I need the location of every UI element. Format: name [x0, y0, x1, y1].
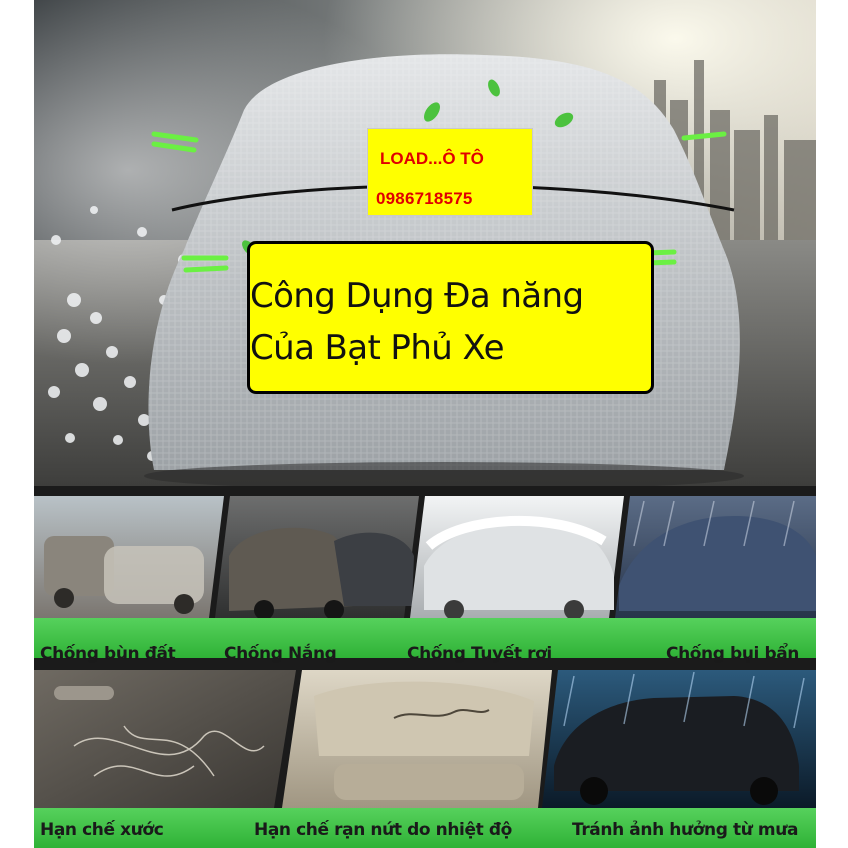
headline-line-2: Của Bạt Phủ Xe — [250, 328, 504, 368]
feature-caption: Chống Tuyết rơi — [407, 644, 552, 664]
headline-box — [247, 241, 654, 394]
feature-caption: Tránh ảnh hưởng từ mưa — [572, 820, 799, 840]
feature-caption: Chống bụi bẩn — [666, 644, 800, 664]
shop-name: LOAD...Ô TÔ — [380, 149, 484, 168]
muddy-car-photo — [34, 496, 224, 618]
rain-dusty-car-photo — [615, 496, 816, 618]
feature-caption: Hạn chế xước — [40, 820, 164, 840]
scratched-door-photo — [34, 670, 296, 808]
shop-contact-badge — [367, 128, 533, 216]
feature-photos — [34, 486, 816, 848]
feature-caption: Chống Nắng — [224, 644, 337, 664]
parked-car-sun-photo — [215, 496, 419, 620]
feature-caption: Hạn chế rạn nứt do nhiệt độ — [254, 820, 512, 840]
snow-covered-car-photo — [410, 496, 624, 620]
headline-line-1: Công Dụng Đa năng — [250, 276, 584, 316]
hero-photo — [34, 0, 816, 486]
cracked-seat-photo — [282, 670, 552, 808]
shop-phone: 0986718575 — [376, 189, 473, 208]
feature-grid — [34, 486, 816, 848]
suv-in-rain-photo — [542, 670, 816, 808]
feature-caption: Chống bùn đất — [40, 644, 176, 664]
